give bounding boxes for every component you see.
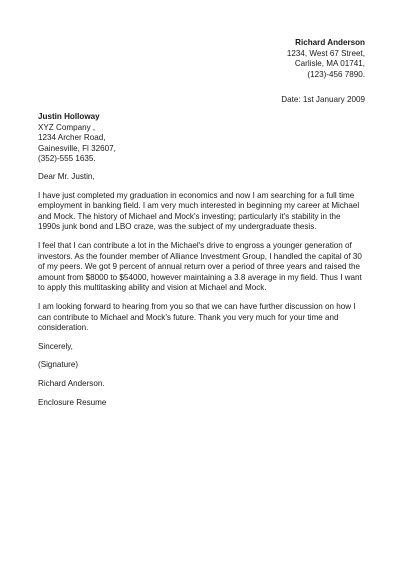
paragraph-1 — [38, 191, 368, 233]
paragraph-3-line: can contribute to Michael and Mock's future. Thank you very much for your time and — [38, 312, 339, 322]
signature — [38, 360, 368, 371]
paragraph-2-line: of my peers. We got 9 percent of annual return over a period of three years and raised the — [38, 262, 360, 272]
sender-phone: (123)-456 7890. — [307, 69, 365, 79]
sender-name: Richard Anderson — [295, 38, 365, 47]
recipient-address-line1: 1234 Archer Road, — [38, 133, 106, 143]
sender-address-line1: 1234, West 67 Street, — [286, 48, 365, 58]
paragraph-2-line: I feel that I can contribute a lot in the Michael's drive to engross a younger generation of — [38, 240, 352, 250]
letter-body — [38, 172, 368, 416]
salutation — [38, 172, 368, 183]
paragraph-1-line: I have just completed my graduation in economics and now I am searching for a full time — [38, 190, 355, 200]
signature-text: (Signature) — [38, 360, 79, 370]
signer-name-text: Richard Anderson. — [38, 378, 105, 388]
recipient-name: Justin Holloway — [38, 112, 100, 121]
paragraph-3-line: consideration. — [38, 323, 89, 333]
letter-date: Date: 1st January 2009 — [281, 95, 365, 104]
paragraph-1-line: 1990s junk bond and LBO craze, was the subject of my undergraduate thesis. — [38, 222, 317, 232]
salutation-text: Dear Mr. Justin, — [38, 172, 95, 181]
signer-name — [38, 379, 368, 390]
paragraph-1-line: employment in banking field. I am very much interested in beginning my career at Michael — [38, 201, 360, 211]
paragraph-1-line: and Mock. The history of Michael and Mock's investing; particularly it's stability in the — [38, 211, 341, 221]
recipient-block — [38, 112, 116, 165]
paragraph-2 — [38, 241, 368, 294]
recipient-address-line2: Gainesville, Fl 32607, — [38, 143, 116, 153]
enclosure — [38, 398, 368, 409]
paragraph-2-line: to apply this multitasking ability and vision at Michael and Mock. — [38, 283, 267, 293]
sender-block — [287, 38, 365, 80]
sender-address-line2: Carlisle, MA 01741, — [294, 59, 365, 69]
paragraph-3-line: I am looking forward to hearing from you so that we can have further discussion on how I — [38, 301, 356, 311]
recipient-phone: (352)-555 1635. — [38, 154, 96, 164]
closing-text: Sincerely, — [38, 341, 73, 351]
closing — [38, 342, 368, 353]
paragraph-3 — [38, 302, 368, 334]
enclosure-text: Enclosure Resume — [38, 397, 107, 407]
paragraph-2-line: investors. As the founder member of Alliance Investment Group, I handled the capital of 30 — [38, 251, 362, 261]
recipient-company: XYZ Company , — [38, 122, 96, 132]
paragraph-2-line: amount from $8000 to $54000, however maintaining a 3.8 average in my field. Thus I want — [38, 272, 362, 282]
